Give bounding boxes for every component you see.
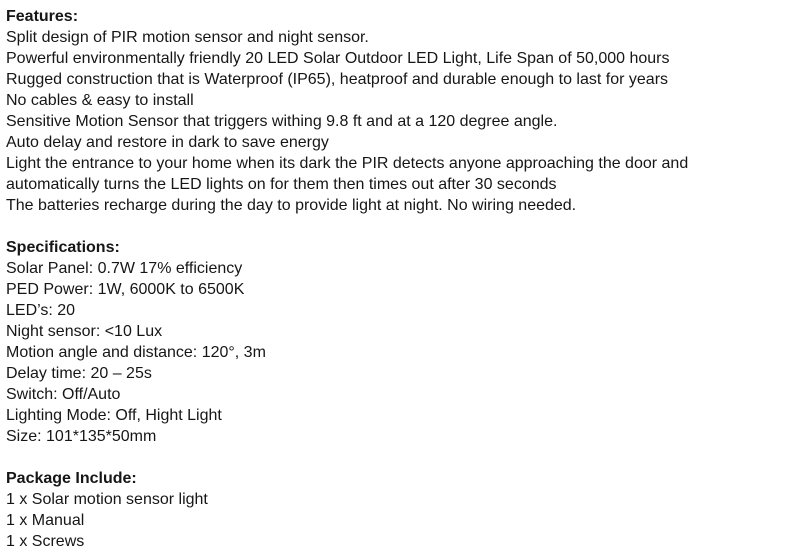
text-line: Lighting Mode: Off, Hight Light	[6, 407, 222, 424]
text-line: Size: 101*135*50mm	[6, 428, 157, 445]
text-line: Sensitive Motion Sensor that triggers withing 9.8 ft and at a 120 degree angle.	[6, 113, 558, 130]
text-line: 1 x Screws	[6, 533, 85, 550]
text-line: Split design of PIR motion sensor and night sensor.	[6, 29, 369, 46]
text-line: 1 x Manual	[6, 512, 85, 529]
text-line: PED Power: 1W, 6000K to 6500K	[6, 281, 245, 298]
text-line: Auto delay and restore in dark to save energy	[6, 134, 329, 151]
package-include-lines	[6, 489, 791, 552]
text-line: Motion angle and distance: 120°, 3m	[6, 344, 266, 361]
features-lines	[6, 27, 791, 216]
section-specifications	[6, 237, 791, 447]
specifications-lines	[6, 258, 791, 447]
text-line: Solar Panel: 0.7W 17% efficiency	[6, 260, 243, 277]
text-line: Light the entrance to your home when its dark the PIR detects anyone approaching the door and	[6, 155, 689, 172]
section-features	[6, 6, 791, 216]
text-line: The batteries recharge during the day to provide light at night. No wiring needed.	[6, 197, 577, 214]
text-line: 1 x Solar motion sensor light	[6, 491, 208, 508]
text-line: Night sensor: <10 Lux	[6, 323, 163, 340]
features-heading: Features:	[6, 8, 79, 25]
text-line: Delay time: 20 – 25s	[6, 365, 152, 382]
text-line: No cables & easy to install	[6, 92, 194, 109]
section-package-include	[6, 468, 791, 552]
text-line: automatically turns the LED lights on for them then times out after 30 seconds	[6, 176, 557, 193]
package-include-heading: Package Include:	[6, 470, 137, 487]
specifications-heading: Specifications:	[6, 239, 120, 256]
text-line: Switch: Off/Auto	[6, 386, 121, 403]
text-line: Rugged construction that is Waterproof (IP65), heatproof and durable enough to last for years	[6, 71, 669, 88]
text-line: LED’s: 20	[6, 302, 76, 319]
text-line: Powerful environmentally friendly 20 LED Solar Outdoor LED Light, Life Span of 50,000 hours	[6, 50, 670, 67]
